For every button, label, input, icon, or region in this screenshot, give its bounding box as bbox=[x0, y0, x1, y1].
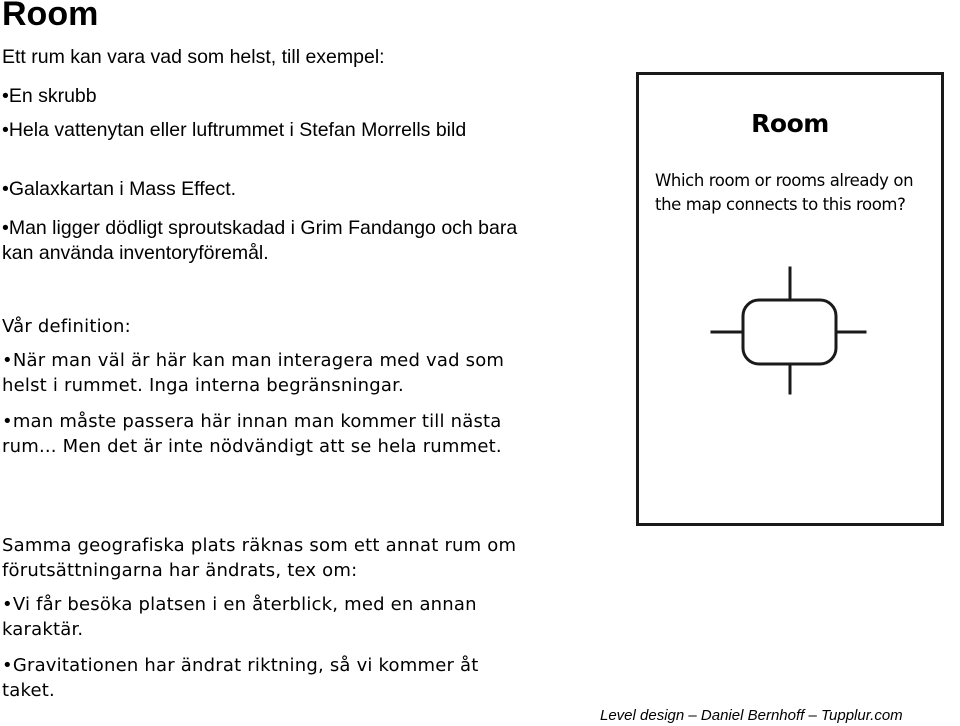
page-title: Room bbox=[2, 0, 99, 33]
room-card bbox=[636, 72, 944, 526]
geo-item: • Gravitationen har ändrat riktning, så vi kommer åt taket. bbox=[2, 653, 512, 703]
example-item: • Hela vattenytan eller luftrummet i Stefan Morrells bild bbox=[2, 118, 472, 143]
geo-paragraph: Samma geografiska plats räknas som ett annat rum om förutsättningarna har ändrats, tex om: bbox=[2, 535, 517, 581]
room-symbol-icon bbox=[639, 75, 941, 523]
definition-heading: Vår definition: bbox=[2, 316, 131, 337]
example-item: • Galaxkartan i Mass Effect. bbox=[2, 177, 236, 202]
card-title: Room bbox=[751, 109, 829, 138]
geo-item: • Vi får besöka platsen i en återblick, med en annan karaktär. bbox=[2, 592, 477, 642]
definition-item: • man måste passera här innan man kommer till nästa rum... Men det är inte nödvändigt att se hela rummet. bbox=[2, 409, 502, 459]
intro-text: Ett rum kan vara vad som helst, till exempel: bbox=[2, 46, 385, 68]
footer-credit: Level design – Daniel Bernhoff – Tupplur.com bbox=[600, 707, 903, 724]
example-item: • En skrubb bbox=[2, 84, 97, 109]
room-box bbox=[743, 300, 836, 364]
example-item: • Man ligger dödligt sproutskadad i Grim Fandango och bara kan använda inventoryföremål. bbox=[2, 216, 522, 266]
card-question: Which room or rooms already on the map connects to this room? bbox=[655, 171, 914, 214]
definition-item: • När man väl är här kan man interagera med vad som helst i rummet. Inga interna begränsningar. bbox=[2, 348, 512, 398]
